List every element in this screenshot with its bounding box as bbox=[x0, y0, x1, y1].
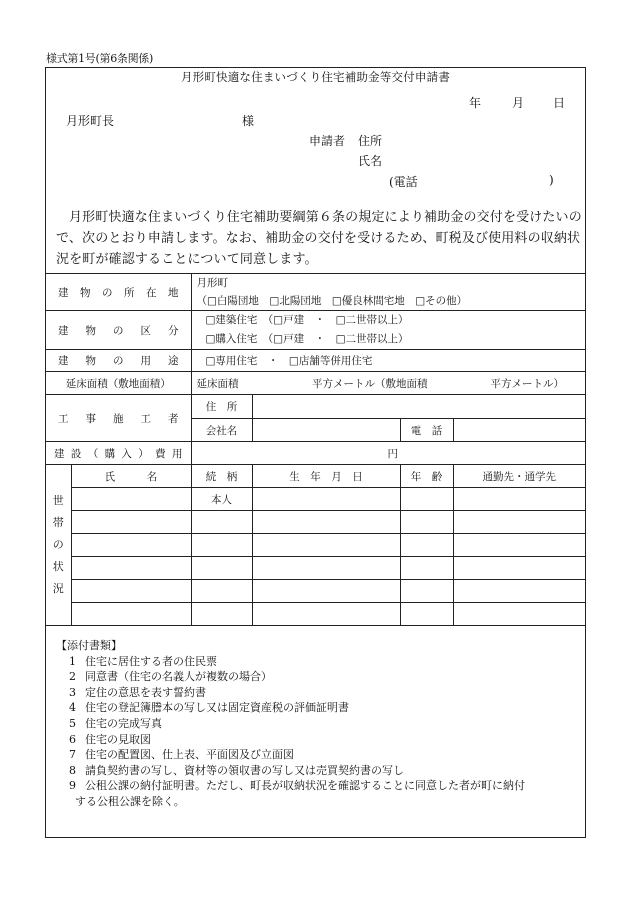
member-workplace[interactable] bbox=[453, 557, 585, 580]
household-row bbox=[46, 603, 585, 626]
member-age[interactable] bbox=[400, 603, 453, 626]
use-row bbox=[46, 350, 585, 372]
contractor-address-label: 住 所 bbox=[191, 395, 252, 419]
attachments-section bbox=[56, 638, 525, 810]
date-year: 年 bbox=[469, 96, 482, 110]
attachment-item: 9 公租公課の納付証明書。ただし、町長が収納状況を確認することに同意した者が町に納付 bbox=[69, 779, 525, 793]
header-birthdate: 生 年 月 日 bbox=[252, 465, 400, 488]
category-row bbox=[46, 311, 585, 350]
attachment-item: 4 住宅の登記簿謄本の写し又は固定資産税の評価証明書 bbox=[69, 701, 349, 715]
contractor-phone-field[interactable] bbox=[453, 419, 585, 442]
application-form bbox=[45, 67, 586, 838]
location-row bbox=[46, 274, 585, 311]
attachment-item: 1 住宅に居住する者の住民票 bbox=[69, 654, 217, 668]
addressee-name: 月形町長 bbox=[66, 114, 115, 128]
member-workplace[interactable] bbox=[453, 603, 585, 626]
member-birthdate[interactable] bbox=[252, 603, 400, 626]
cost-unit[interactable]: 円 bbox=[191, 442, 585, 465]
member-name[interactable] bbox=[71, 557, 191, 580]
member-birthdate[interactable] bbox=[252, 580, 400, 603]
use-label: 建物の用途 bbox=[46, 350, 191, 372]
member-relation: 本人 bbox=[191, 488, 252, 511]
applicant-label: 申請者 bbox=[309, 134, 346, 148]
member-workplace[interactable] bbox=[453, 534, 585, 557]
member-birthdate[interactable] bbox=[252, 534, 400, 557]
contractor-phone-label: 電 話 bbox=[400, 419, 453, 442]
location-town: 月形町 bbox=[196, 277, 228, 289]
form-number: 様式第1号(第6条関係) bbox=[46, 52, 153, 65]
member-age[interactable] bbox=[400, 580, 453, 603]
attachment-item: 8 請負契約書の写し、資材等の領収書の写し又は売買契約書の写し bbox=[69, 763, 404, 777]
category-label: 建物の区分 bbox=[46, 311, 191, 350]
contractor-company-label: 会社名 bbox=[191, 419, 252, 442]
household-row bbox=[46, 557, 585, 580]
member-birthdate[interactable] bbox=[252, 557, 400, 580]
floor-area-label: 延床面積（敷地面積） bbox=[46, 372, 191, 395]
application-table bbox=[46, 273, 585, 626]
member-name[interactable] bbox=[71, 534, 191, 557]
form-header bbox=[46, 68, 585, 273]
household-label: 世 帯 の 状 況 bbox=[46, 465, 71, 626]
location-label: 建物の所在地 bbox=[46, 274, 191, 311]
member-birthdate[interactable] bbox=[252, 488, 400, 511]
floor-area-value[interactable]: 延床面積 平方メートル（敷地面積 平方メートル） bbox=[191, 372, 585, 395]
household-row bbox=[46, 580, 585, 603]
member-age[interactable] bbox=[400, 511, 453, 534]
form-title: 月形町快適な住まいづくり住宅補助金等交付申請書 bbox=[180, 70, 451, 84]
header-age: 年 齢 bbox=[400, 465, 453, 488]
applicant-phone-open: (電話 bbox=[389, 175, 418, 189]
household-row bbox=[46, 534, 585, 557]
header-name: 氏 名 bbox=[71, 465, 191, 488]
contractor-company-field[interactable] bbox=[252, 419, 400, 442]
member-name[interactable] bbox=[71, 603, 191, 626]
floor-area-row bbox=[46, 372, 585, 395]
member-age[interactable] bbox=[400, 557, 453, 580]
member-relation[interactable] bbox=[191, 603, 252, 626]
member-relation[interactable] bbox=[191, 534, 252, 557]
member-relation[interactable] bbox=[191, 557, 252, 580]
member-workplace[interactable] bbox=[453, 580, 585, 603]
member-name[interactable] bbox=[71, 511, 191, 534]
member-relation[interactable] bbox=[191, 580, 252, 603]
contractor-address-row bbox=[46, 395, 585, 419]
attachment-item-continued: する公租公課を除く。 bbox=[75, 794, 185, 808]
attachment-item: 3 定住の意思を表す誓約書 bbox=[69, 685, 206, 699]
member-name[interactable] bbox=[71, 580, 191, 603]
header-workplace: 通勤先・通学先 bbox=[453, 465, 585, 488]
location-options[interactable]: （□白陽団地 □北陽団地 □優良林間宅地 □その他） bbox=[196, 295, 468, 307]
cost-label: 建設（購入）費用 bbox=[46, 442, 191, 465]
date-day: 日 bbox=[553, 96, 566, 110]
attachment-item: 6 住宅の見取図 bbox=[69, 732, 151, 746]
use-options[interactable]: □専用住宅 ・ □店舗等併用住宅 bbox=[191, 350, 585, 372]
category-build-option[interactable]: □建築住宅 （□戸建 ・ □二世帯以上） bbox=[205, 314, 409, 326]
applicant-name-label: 氏名 bbox=[358, 154, 383, 168]
header-relation: 続 柄 bbox=[191, 465, 252, 488]
application-statement: 月形町快適な住まいづくり住宅補助要綱第６条の規定により補助金の交付を受けたいので、次のとおり申請します。なお、補助金の交付を受けるため、町税及び使用料の収納状況を町が確認することについて同意します。 bbox=[56, 210, 582, 267]
attachment-item: 7 住宅の配置図、仕上表、平面図及び立面図 bbox=[69, 748, 294, 762]
household-row bbox=[46, 488, 585, 511]
contractor-label: 工事施工者 bbox=[46, 395, 191, 442]
member-birthdate[interactable] bbox=[252, 511, 400, 534]
addressee-honorific: 様 bbox=[242, 114, 255, 128]
household-header-row bbox=[46, 465, 585, 488]
category-purchase-option[interactable]: □購入住宅 （□戸建 ・ □二世帯以上） bbox=[205, 333, 409, 345]
member-age[interactable] bbox=[400, 488, 453, 511]
attachments-heading: 【添付書類】 bbox=[56, 639, 122, 652]
cost-row bbox=[46, 442, 585, 465]
member-workplace[interactable] bbox=[453, 511, 585, 534]
household-row bbox=[46, 511, 585, 534]
member-workplace[interactable] bbox=[453, 488, 585, 511]
applicant-address-label: 住所 bbox=[358, 134, 383, 148]
applicant-phone-close: ) bbox=[549, 173, 554, 187]
member-name[interactable] bbox=[71, 488, 191, 511]
member-age[interactable] bbox=[400, 534, 453, 557]
contractor-address-field[interactable] bbox=[252, 395, 585, 419]
attachment-item: 5 住宅の完成写真 bbox=[69, 716, 162, 730]
attachment-item: 2 同意書（住宅の名義人が複数の場合） bbox=[69, 670, 272, 684]
date-month: 月 bbox=[512, 96, 525, 110]
member-relation[interactable] bbox=[191, 511, 252, 534]
